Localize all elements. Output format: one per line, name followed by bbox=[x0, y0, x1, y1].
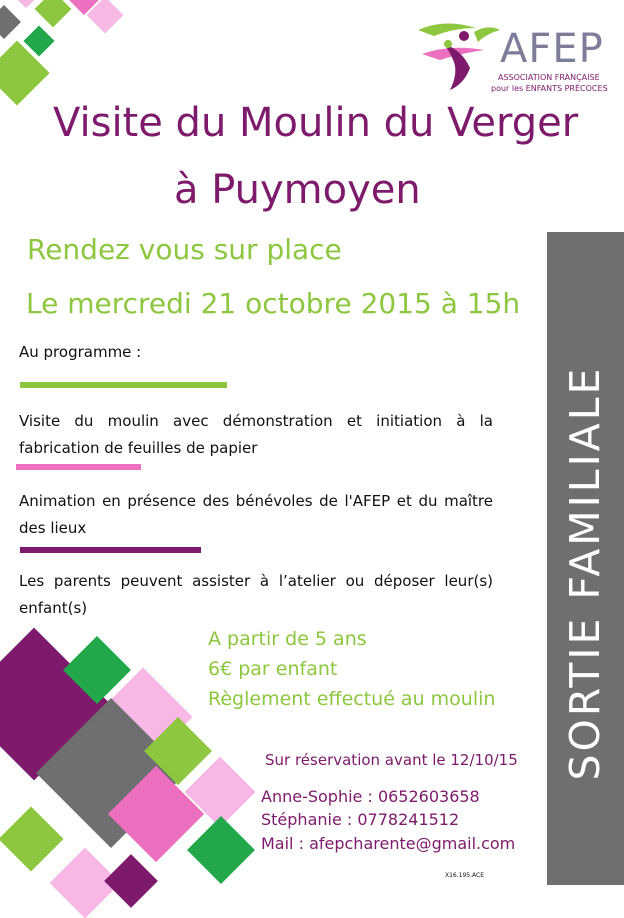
program-heading: Au programme : bbox=[19, 343, 142, 361]
logo-name: AFEP bbox=[500, 26, 604, 72]
program-item-3: Les parents peuvent assister à l’atelier ou déposer leur(s) enfant(s) bbox=[19, 572, 493, 617]
program-item-1: Visite du moulin avec démonstration et initiation à la fabrication de feuilles de papier bbox=[19, 412, 493, 457]
decor-square bbox=[104, 854, 158, 908]
footer-code: X16.195.ACE bbox=[445, 872, 484, 879]
logo-tagline-1: ASSOCIATION FRANÇAISE bbox=[498, 73, 600, 82]
contact-anne-sophie: Anne-Sophie : 0652603658 bbox=[261, 787, 480, 806]
meeting-line-1: Rendez vous sur place bbox=[27, 233, 342, 266]
decor-square bbox=[187, 816, 255, 884]
divider-purple bbox=[20, 547, 201, 553]
contact-stephanie: Stéphanie : 0778241512 bbox=[261, 810, 460, 829]
title-line-1: Visite du Moulin du Verger bbox=[53, 100, 579, 146]
meeting-line-2: Le mercredi 21 octobre 2015 à 15h bbox=[26, 287, 521, 320]
title-line-2: à Puymoyen bbox=[174, 167, 421, 213]
divider-green bbox=[20, 382, 227, 388]
decor-square bbox=[0, 5, 21, 39]
afep-logo-icon bbox=[414, 14, 506, 94]
reservation-deadline: Sur réservation avant le 12/10/15 bbox=[265, 751, 518, 769]
sidebar-label: SORTIE FAMILIALE bbox=[561, 365, 609, 781]
program-item-2: Animation en présence des bénévoles de l'AFEP et du maître des lieux bbox=[19, 492, 493, 537]
price-info: 6€ par enfant bbox=[208, 658, 338, 680]
logo-tagline-2: pour les ENFANTS PRÉCOCES bbox=[491, 84, 608, 93]
contact-email: Mail : afepcharente@gmail.com bbox=[261, 834, 516, 853]
decor-square bbox=[0, 806, 64, 871]
divider-pink bbox=[16, 464, 141, 470]
age-info: A partir de 5 ans bbox=[208, 628, 367, 650]
payment-info: Règlement effectué au moulin bbox=[208, 688, 496, 710]
decor-square bbox=[35, 0, 72, 27]
